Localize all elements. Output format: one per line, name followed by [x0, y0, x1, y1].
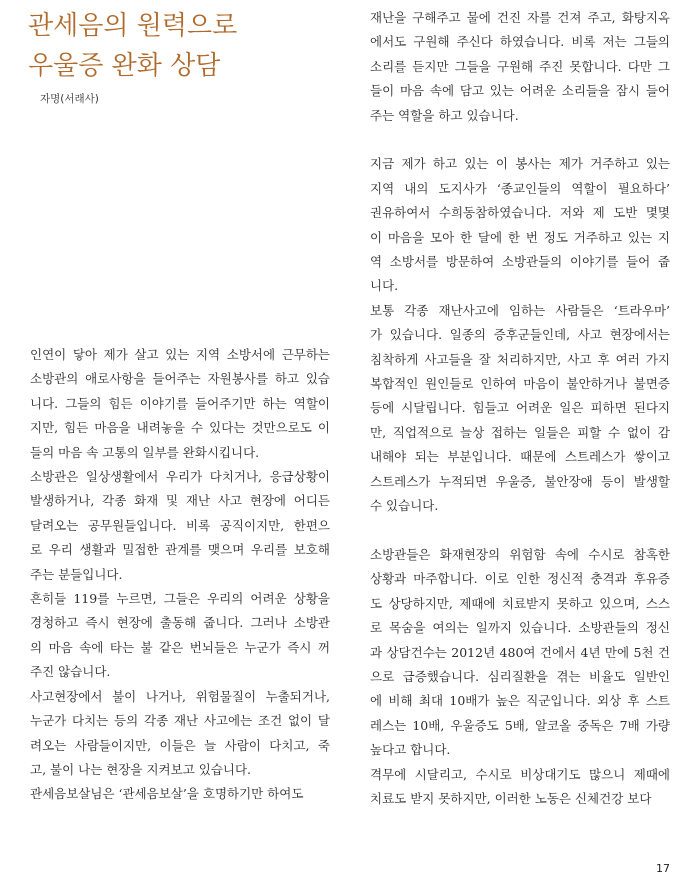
text-line: 치료도 받지 못하지만, 이러한 노동은 신체건강 보다 — [370, 790, 652, 806]
text-line: 도 상당하지만, 제때에 치료받지 못하고 있으며, 스스 — [370, 595, 670, 611]
text-line: 침착하게 사고들을 잘 처리하지만, 사고 후 여러 가지 — [370, 351, 670, 367]
text-line: 상황과 마주합니다. 이로 인한 정신적 충격과 후유증 — [370, 571, 670, 587]
text-line: 보통 각종 재난사고에 임하는 사람들은 ‘트라우마’ — [370, 302, 670, 318]
text-line: 스트레스가 누적되면 우울증, 불안장애 등이 발생할 — [370, 473, 670, 489]
paragraph — [30, 685, 330, 783]
text-line: 주진 않습니다. — [30, 664, 111, 680]
paragraph — [370, 763, 670, 812]
text-line: 사고현장에서 불이 나거나, 위험물질이 누출되거나, — [30, 688, 330, 704]
text-line: 주는 분들입니다. — [30, 566, 123, 582]
text-line: 등에 시달립니다. 힘들고 어려운 일은 피하면 된다지 — [370, 400, 670, 416]
text-line: 흔히들 119를 누르면, 그들은 우리의 어려운 상황을 — [30, 591, 330, 607]
paragraph-gap — [370, 519, 670, 543]
text-line: 에 비해 최대 10배가 높은 직군입니다. 외상 후 스트 — [370, 693, 670, 709]
text-line: 에서도 구원해 주신다 하였습니다. 비록 저는 그들의 — [370, 34, 670, 50]
paragraph — [30, 343, 330, 465]
text-line: 의 마음 속에 타는 불 같은 번뇌들은 누군가 즉시 꺼 — [30, 639, 330, 655]
paragraph — [370, 299, 670, 519]
text-line: 가 있습니다. 일종의 증후군들인데, 사고 현장에서는 — [370, 327, 670, 343]
paragraph — [370, 152, 670, 298]
text-line: 재난을 구해주고 물에 건진 자를 건져 주고, 화탕지옥 — [370, 10, 670, 25]
right-text-column — [370, 6, 670, 811]
text-line: 니다. 그들의 힘든 이야기를 들어주기만 하는 역할이 — [30, 395, 330, 411]
left-text-column — [30, 343, 330, 807]
text-line: 만, 직업적으로 늘상 접하는 일들은 피할 수 없이 감 — [370, 424, 670, 440]
text-line: 역 소방서를 방문하여 소방관들의 이야기를 들어 줍 — [370, 254, 670, 270]
text-line: 발생하거나, 각종 화재 및 재난 사고 현장에 어디든 — [30, 493, 330, 509]
text-line: 과 상담건수는 2012년 480여 건에서 4년 만에 5천 건 — [370, 644, 670, 660]
article-title-line: 관세음의 원력으로 — [28, 11, 238, 41]
text-line: 내해야 되는 부분입니다. 때문에 스트레스가 쌓이고 — [370, 449, 670, 465]
text-line: 인연이 닿아 제가 살고 있는 지역 소방서에 근무하는 — [30, 347, 330, 362]
paragraph — [30, 465, 330, 587]
text-line: 경청하고 즉시 현장에 출동해 줍니다. 그러나 소방관 — [30, 615, 330, 631]
text-line: 권유하여서 수희동참하였습니다. 저와 제 도반 몇몇 — [370, 205, 670, 221]
paragraph — [370, 6, 670, 128]
text-line: 지역 내의 도지사가 ‘종교인들의 역할이 필요하다’ — [370, 180, 670, 196]
text-line: 수 있습니다. — [370, 498, 439, 514]
text-line: 복합적인 원인들로 인하여 마음이 불안하거나 불면증 — [370, 376, 670, 392]
text-line: 고, 불이 나는 현장을 지켜보고 있습니다. — [30, 761, 252, 777]
text-line: 관세음보살님은 ‘관세음보살’을 호명하기만 하여도 — [30, 786, 304, 802]
paragraph — [30, 782, 330, 806]
text-line: 소방관은 일상생활에서 우리가 다치거나, 응급상황이 — [30, 469, 330, 485]
text-line: 려오는 사람들이지만, 이들은 늘 사람이 다치고, 죽 — [30, 737, 330, 753]
paragraph-gap — [370, 128, 670, 152]
text-line: 누군가 다치는 등의 각종 재난 사고에는 조건 없이 달 — [30, 713, 330, 729]
text-line: 소방관들은 화재현장의 위험함 속에 수시로 참혹한 — [370, 546, 670, 562]
text-line: 소방관의 애로사항을 들어주는 자원봉사를 하고 있습 — [30, 371, 330, 387]
text-line: 로 우리 생활과 밀접한 관계를 맺으며 우리를 보호해 — [30, 542, 330, 558]
text-line: 소리를 듣지만 그들을 구원해 주진 못합니다. 다만 그 — [370, 58, 670, 74]
text-line: 주는 역할을 하고 있습니다. — [370, 107, 519, 123]
page-number: 17 — [656, 862, 670, 875]
text-line: 지금 제가 하고 있는 이 봉사는 제가 거주하고 있는 — [370, 156, 670, 172]
paragraph — [30, 587, 330, 685]
text-line: 들이 마음 속에 담고 있는 어려운 소리들을 잠시 들어 — [370, 83, 670, 99]
text-line: 레스는 10배, 우울증도 5배, 알코올 중독은 7배 가량 — [370, 717, 670, 733]
author-byline: 자명(서래사) — [40, 93, 99, 105]
text-line: 이 마음을 모아 한 달에 한 번 정도 거주하고 있는 지 — [370, 229, 670, 245]
text-line: 달려오는 공무원들입니다. 비록 공직이지만, 한편으 — [30, 517, 330, 533]
text-line: 으로 급증했습니다. 심리질환을 겪는 비율도 일반인 — [370, 668, 670, 684]
article-title — [28, 6, 348, 86]
text-line: 로 목숨을 여의는 일까지 있습니다. 소방관들의 정신 — [370, 620, 670, 636]
text-line: 들의 마음 속 고통의 일부를 완화시킵니다. — [30, 444, 260, 460]
article-title-line: 우울증 완화 상담 — [28, 51, 221, 81]
text-line: 높다고 합니다. — [370, 742, 451, 758]
paragraph — [370, 543, 670, 763]
text-line: 니다. — [370, 278, 399, 294]
text-line: 격무에 시달리고, 수시로 비상대기도 많으니 제때에 — [370, 766, 670, 782]
text-line: 지만, 힘든 마음을 내려놓을 수 있다는 것만으로도 이 — [30, 420, 330, 436]
